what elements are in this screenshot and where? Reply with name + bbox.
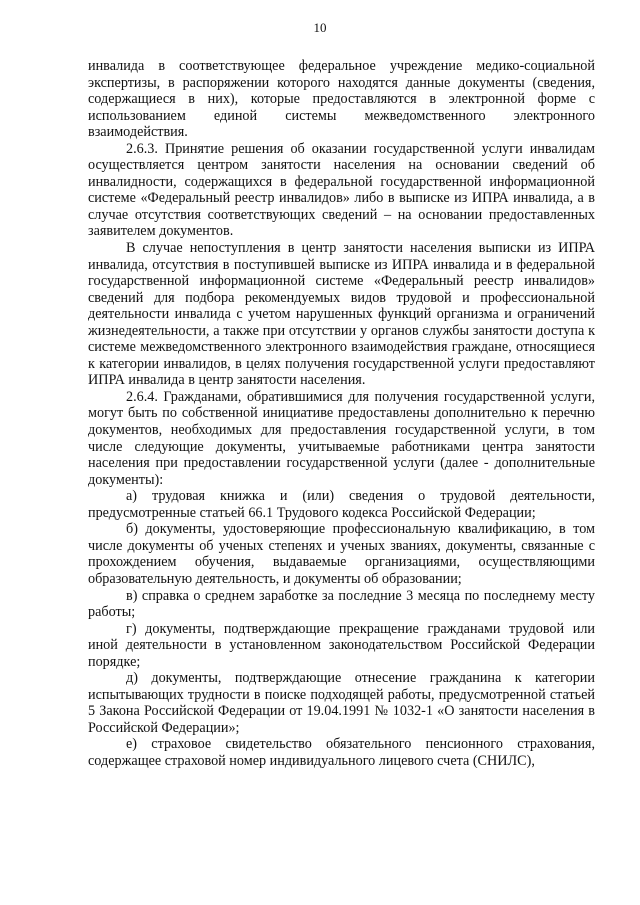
list-item-a: а) трудовая книжка и (или) сведения о трудовой деятельности, предусмотренные статьей 66.1 Трудового кодекса Российской Федерации; bbox=[88, 488, 595, 521]
page-number: 10 bbox=[313, 20, 327, 35]
list-item-d: д) документы, подтверждающие отнесение гражданина к категории испытывающих трудности в поиске подходящей работы, предусмотренной статьей 5 Закона Российской Федерации от 19.04.1991 № 1032-1 «О занятости населения в Российской Федерации»; bbox=[88, 670, 595, 736]
paragraph-ipra-case: В случае непоступления в центр занятости населения выписки из ИПРА инвалида, отсутствия в поступившей выписке из ИПРА инвалида и в федеральной государственной информационной системе «Федеральный реестр инвалидов» сведений для подбора рекомендуемых видов трудовой и профессиональной деятельности инвалида с учетом нарушенных функций организма и ограничений жизнедеятельности, а также при отсутствии у органов службы занятости доступа к системе межведомственного электронного взаимодействия граждане, относящиеся к категории инвалидов, в целях получения государственной услуги предоставляют ИПРА инвалида в центр занятости населения. bbox=[88, 240, 595, 389]
list-item-e: е) страховое свидетельство обязательного пенсионного страхования, содержащее страховой номер индивидуального лицевого счета (СНИЛС), bbox=[88, 736, 595, 769]
list-item-v: в) справка о среднем заработке за последние 3 месяца по последнему месту работы; bbox=[88, 587, 595, 621]
list-item-b: б) документы, удостоверяющие профессиональную квалификацию, в том числе документы об ученых степенях и ученых званиях, документы, связанные с прохождением обучения, выдаваемые организациями, осуществляющими образовательную деятельность, и документы об образовании; bbox=[88, 521, 595, 587]
list-item-g: г) документы, подтверждающие прекращение гражданами трудовой или иной деятельности в установленном законодательством Российской Федерации порядке; bbox=[88, 620, 595, 670]
paragraph-continuation: инвалида в соответствующее федеральное учреждение медико-социальной экспертизы, в распоряжении которого находятся данные документы (сведения, содержащиеся в них), которые предоставляются в электронной форме с использованием единой системы межведомственного электронного взаимодействия. bbox=[88, 58, 595, 141]
paragraph-2-6-3: 2.6.3. Принятие решения об оказании государственной услуги инвалидам осуществляется центром занятости населения на основании сведений об инвалидности, содержащихся в федеральной государственной информационной системе «Федеральный реестр инвалидов» либо в выписке из ИПРА инвалида, а в случае отсутствия соответствующих сведений – на основании предоставленных заявителем документов. bbox=[88, 140, 595, 240]
paragraph-2-6-4: 2.6.4. Гражданами, обратившимися для получения государственной услуги, могут быть по собственной инициативе предоставлены дополнительно к перечню документов, необходимых для предоставления государственной услуги, в том числе следующие документы, учитываемые работниками центра занятости населения при предоставлении государственной услуги (далее - дополнительные документы): bbox=[88, 388, 595, 488]
document-body bbox=[88, 58, 595, 770]
